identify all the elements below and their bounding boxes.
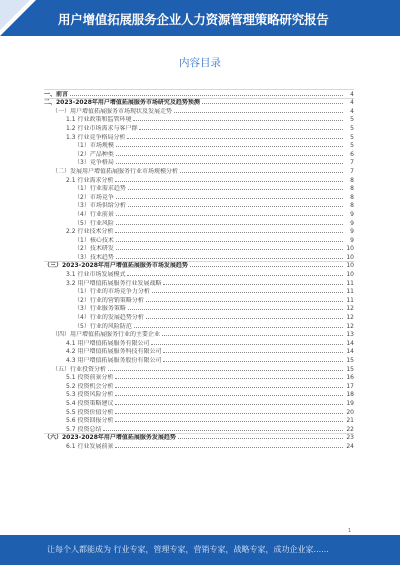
toc-entry-label: （3）市场供给分析 <box>74 202 126 210</box>
toc-entry[interactable] <box>44 261 354 270</box>
toc-entry-page: 12 <box>346 314 354 322</box>
toc-entry-label: 4.3 用户增值拓展服务股份有限公司 <box>66 357 162 364</box>
toc-entry-page: 9 <box>350 210 354 218</box>
toc-entry-page: 18 <box>346 391 354 399</box>
toc-entry-page: 9 <box>350 236 354 244</box>
toc-leader-dots <box>115 413 343 414</box>
toc-entry-label: 5.4 投资策略建议 <box>66 399 114 407</box>
toc-entry-label: （4）行业前景 <box>74 210 114 218</box>
toc-entry-label: （六）2023-2028年用户增值拓展服务发展趋势 <box>44 434 176 442</box>
toc-entry-label: 二、2023-2028年用户增值拓展服务市场研究及趋势预测 <box>44 99 200 107</box>
toc-leader-dots <box>151 344 343 345</box>
toc-entry-page: 4 <box>350 99 354 107</box>
toc-entry[interactable] <box>44 209 354 218</box>
toc-entry-label: （4）行业的发展趋势分析 <box>74 314 144 322</box>
toc-entry-label: 1.3 行业竞争格局分析 <box>66 133 126 141</box>
toc-entry-label: 一、前言 <box>44 90 69 98</box>
toc-leader-dots <box>115 447 343 448</box>
toc-leader-dots <box>115 378 343 379</box>
toc-leader-dots <box>134 327 343 328</box>
toc-entry-label: （3）行业服务策略 <box>74 305 126 313</box>
toc-leader-dots <box>116 146 343 147</box>
toc-leader-dots <box>108 370 343 371</box>
toc-entry-label: 5.1 投资前景分析 <box>66 374 114 382</box>
toc-entry[interactable] <box>44 252 354 261</box>
toc-entry[interactable] <box>44 355 354 364</box>
toc-entry-page: 11 <box>346 288 354 296</box>
toc-entry-label: 3.2 用户增值拓展服务行业发展战略 <box>66 279 162 287</box>
toc-entry-label: （1）行业需求趋势 <box>74 185 126 193</box>
toc-leader-dots <box>116 258 343 259</box>
toc-entry-label: （二）发展用户增值拓展服务行业市场规模分析 <box>52 167 179 175</box>
toc-entry-page: 10 <box>346 253 354 261</box>
toc-entry[interactable] <box>44 89 354 98</box>
toc-entry-page: 7 <box>350 159 354 167</box>
toc-entry-label: 5.2 投资机会分析 <box>66 382 114 390</box>
toc-entry-page: 15 <box>346 365 354 373</box>
toc-leader-dots <box>128 206 343 207</box>
toc-entry-page: 17 <box>346 382 354 390</box>
toc-leader-dots <box>115 387 343 388</box>
toc-entry[interactable] <box>44 433 354 442</box>
toc-leader-dots <box>190 266 343 267</box>
toc-leader-dots <box>146 301 343 302</box>
toc-entry[interactable] <box>44 132 354 141</box>
toc-entry-page: 15 <box>346 357 354 364</box>
toc-entry-label: （5）行业风险 <box>74 219 114 227</box>
toc-entry[interactable] <box>44 347 354 356</box>
toc-leader-dots <box>116 163 343 164</box>
toc-entry[interactable] <box>44 158 354 167</box>
toc-entry-label: （3）技术趋势 <box>74 253 114 261</box>
toc-leader-dots <box>115 404 343 405</box>
toc-leader-dots <box>116 241 343 242</box>
toc-leader-dots <box>152 292 343 293</box>
toc-entry[interactable] <box>44 364 354 373</box>
toc-entry-label: （四）用户增值拓展服务行业的主要企业 <box>52 331 161 339</box>
page-footer <box>0 535 400 565</box>
toc-entry-page: 5 <box>350 142 354 150</box>
toc-entry-page: 22 <box>346 425 354 433</box>
toc-leader-dots <box>139 129 343 130</box>
toc-entry[interactable] <box>44 287 354 296</box>
toc-entry-page: 8 <box>350 185 354 193</box>
toc-entry-page: 5 <box>350 133 354 141</box>
toc-leader-dots <box>180 172 343 173</box>
toc-leader-dots <box>103 430 343 431</box>
toc-entry-page: 23 <box>346 434 354 442</box>
toc-entry[interactable] <box>44 304 354 313</box>
toc-entry[interactable] <box>44 338 354 347</box>
toc-entry-label: （3）竞争格局 <box>74 159 114 167</box>
toc-entry[interactable] <box>44 312 354 321</box>
toc-leader-dots <box>116 249 343 250</box>
toc-entry-page: 21 <box>346 417 354 425</box>
toc-entry-page: 4 <box>350 90 354 98</box>
toc-entry[interactable] <box>44 416 354 425</box>
toc-entry-label: 2.1 行业需求分析 <box>66 176 114 184</box>
toc-entry-label: （1）核心技术 <box>74 236 114 244</box>
toc-entry[interactable] <box>44 218 354 227</box>
toc-entry[interactable] <box>44 390 354 399</box>
toc-entry-page: 11 <box>346 279 354 287</box>
toc-entry-label: （1）市场规模 <box>74 142 114 150</box>
toc-entry-page: 11 <box>346 296 354 304</box>
toc-entry-label: （三）2023-2028年用户增值拓展服务市场发展趋势 <box>44 262 188 270</box>
toc-entry-label: 4.1 用户增值拓展服务有限公司 <box>66 339 150 347</box>
toc-entry[interactable] <box>44 441 354 450</box>
toc-entry-label: （2）产品种类 <box>74 150 114 158</box>
toc-entry[interactable] <box>44 235 354 244</box>
toc-entry-label: （2）技术研发 <box>74 245 114 253</box>
table-of-contents <box>44 89 354 450</box>
toc-entry-page: 8 <box>350 176 354 184</box>
toc-entry[interactable] <box>44 184 354 193</box>
toc-entry[interactable] <box>44 398 354 407</box>
toc-entry-page: 5 <box>350 124 354 132</box>
toc-entry-label: 5.7 投资总结 <box>66 425 102 433</box>
toc-entry[interactable] <box>44 141 354 150</box>
toc-entry-page: 14 <box>346 339 354 347</box>
report-title: 用户增值拓展服务企业人力资源管理策略研究报告 <box>58 12 329 27</box>
toc-entry[interactable] <box>44 149 354 158</box>
toc-entry[interactable] <box>44 407 354 416</box>
toc-entry[interactable] <box>44 166 354 175</box>
toc-entry[interactable] <box>44 295 354 304</box>
toc-leader-dots <box>116 155 343 156</box>
toc-leader-dots <box>128 309 343 310</box>
toc-leader-dots <box>116 215 343 216</box>
toc-entry[interactable] <box>44 373 354 382</box>
toc-entry[interactable] <box>44 115 354 124</box>
toc-entry-page: 9 <box>350 228 354 236</box>
toc-entry[interactable] <box>44 106 354 115</box>
toc-leader-dots <box>115 421 343 422</box>
toc-entry-page: 12 <box>346 322 354 330</box>
toc-entry-page: 12 <box>346 305 354 313</box>
toc-entry-label: （2）行业的营销策略分析 <box>74 296 144 304</box>
toc-leader-dots <box>163 284 343 285</box>
toc-entry-page: 5 <box>350 116 354 124</box>
toc-leader-dots <box>174 112 343 113</box>
toc-entry-label: 3.1 行业市场发展模式 <box>66 271 126 279</box>
toc-entry-label: 2.2 行业技术分析 <box>66 228 114 236</box>
toc-entry-page: 8 <box>350 202 354 210</box>
toc-leader-dots <box>146 318 343 319</box>
toc-entry-page: 6 <box>350 150 354 158</box>
toc-entry-label: 5.6 投资回报分析 <box>66 417 114 425</box>
toc-entry[interactable] <box>44 192 354 201</box>
toc-leader-dots <box>115 395 343 396</box>
toc-entry-page: 4 <box>350 107 354 115</box>
toc-leader-dots <box>133 120 343 121</box>
toc-entry-page: 24 <box>346 442 354 450</box>
toc-entry-label: 6.1 行业发展前景 <box>66 442 114 450</box>
toc-leader-dots <box>127 138 343 139</box>
toc-leader-dots <box>128 189 343 190</box>
toc-entry-label: （一）用户增值拓展服务市场现状及发展走势 <box>52 107 173 115</box>
toc-leader-dots <box>115 232 343 233</box>
toc-entry-page: 13 <box>346 331 354 339</box>
toc-entry[interactable] <box>44 123 354 132</box>
toc-entry-page: 8 <box>350 193 354 201</box>
toc-entry-label: （五）行业投资分析 <box>52 365 107 373</box>
toc-entry-label: 1.1 行业政策和监管环境 <box>66 116 132 124</box>
toc-entry-label: 1.2 行业市场需求与客户群 <box>66 124 138 132</box>
toc-entry-label: （5）行业的风险防范 <box>74 322 132 330</box>
toc-entry-page: 14 <box>346 348 354 356</box>
toc-entry[interactable] <box>44 424 354 433</box>
header-corner-inner-decoration <box>0 0 30 30</box>
toc-entry-page: 10 <box>346 271 354 279</box>
toc-entry[interactable] <box>44 175 354 184</box>
toc-entry[interactable] <box>44 201 354 210</box>
toc-entry-label: 5.5 投资价值分析 <box>66 408 114 416</box>
toc-entry-label: 4.2 用户增值拓展服务科技有限公司 <box>66 348 162 356</box>
toc-entry-page: 7 <box>350 167 354 175</box>
page-header <box>0 0 400 36</box>
toc-entry[interactable] <box>44 244 354 253</box>
toc-entry-page: 20 <box>346 408 354 416</box>
toc-entry-label: （1）行业的市场竞争力分析 <box>74 288 150 296</box>
toc-entry-page: 9 <box>350 219 354 227</box>
toc-leader-dots <box>202 103 343 104</box>
page-number: 1 <box>348 528 352 534</box>
toc-entry-page: 10 <box>346 262 354 270</box>
toc-leader-dots <box>70 95 343 96</box>
toc-leader-dots <box>115 181 343 182</box>
toc-entry-label: 5.3 投资风险分析 <box>66 391 114 399</box>
toc-entry-page: 19 <box>346 399 354 407</box>
toc-entry[interactable] <box>44 330 354 339</box>
toc-entry-label: （2）市场竞争 <box>74 193 114 201</box>
toc-entry-page: 16 <box>346 374 354 382</box>
toc-entry[interactable] <box>44 227 354 236</box>
footer-slogan: 让每个人都能成为 行业专家，管理专家，营销专家，战略专家，成功企业家...... <box>47 545 329 554</box>
toc-leader-dots <box>116 224 343 225</box>
toc-entry[interactable] <box>44 381 354 390</box>
toc-leader-dots <box>116 198 343 199</box>
toc-entry[interactable] <box>44 98 354 107</box>
toc-leader-dots <box>163 352 343 353</box>
toc-entry[interactable] <box>44 321 354 330</box>
toc-entry[interactable] <box>44 269 354 278</box>
toc-leader-dots <box>163 361 343 362</box>
toc-leader-dots <box>178 438 343 439</box>
toc-leader-dots <box>162 335 343 336</box>
toc-entry[interactable] <box>44 278 354 287</box>
toc-entry-page: 10 <box>346 245 354 253</box>
toc-heading: 内容目录 <box>179 57 221 69</box>
toc-leader-dots <box>127 275 343 276</box>
